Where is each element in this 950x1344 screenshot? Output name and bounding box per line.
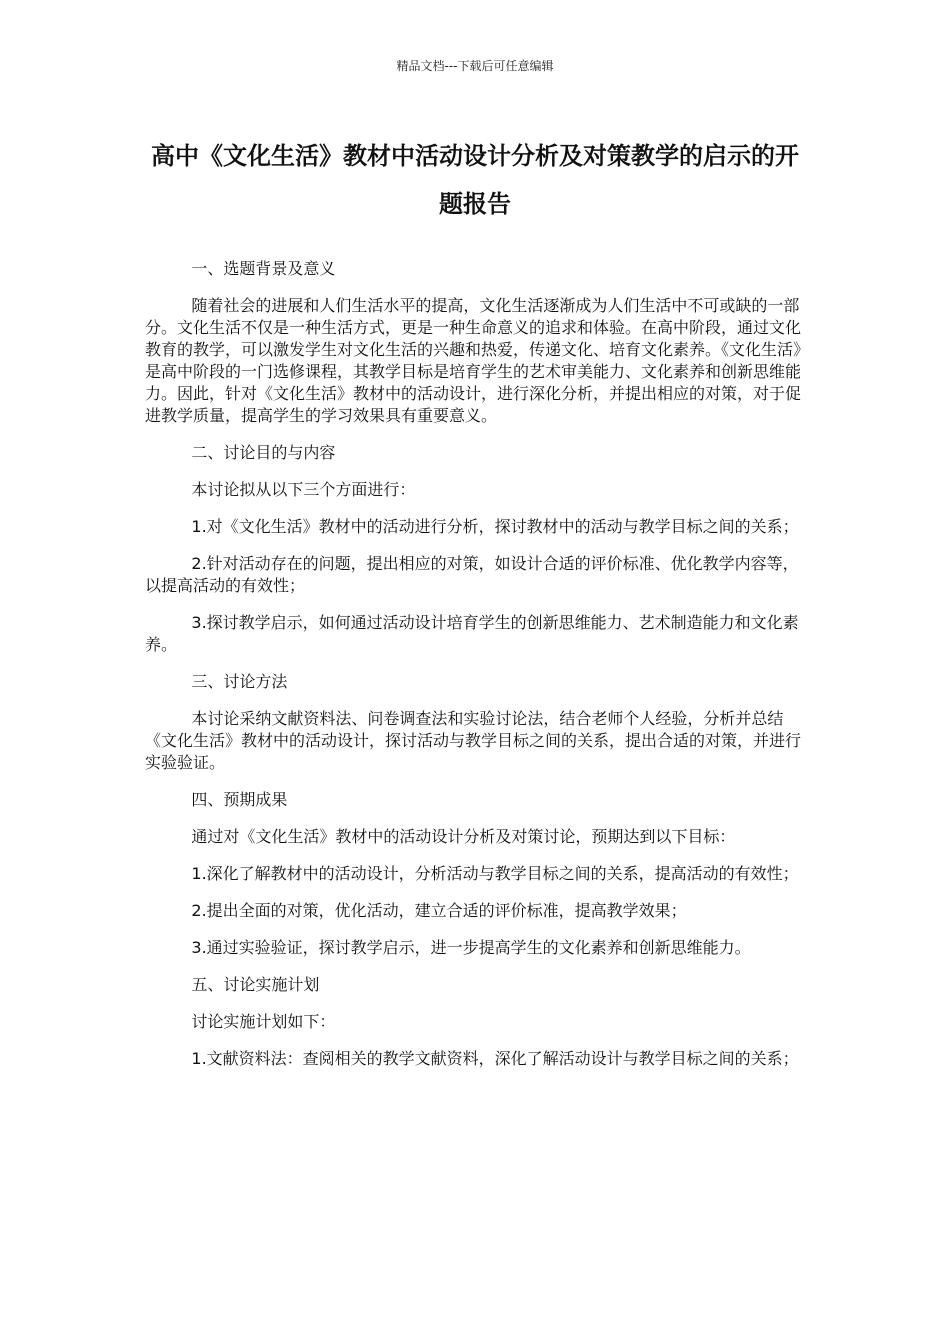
body-paragraph: 随着社会的进展和人们生活水平的提高，文化生活逐渐成为人们生活中不可或缺的一部分。文化生活不仅是一种生活方式，更是一种生命意义的追求和体验。在高中阶段，通过文化教育的教学，可以激发学生对文化生活的兴趣和热爱，传递文化、培育文化素养。《文化生活》是高中阶段的一门选修课程，其教学目标是培育学生的艺术审美能力、文化素养和创新思维能力。因此，针对《文化生活》教材中的活动设计，进行深化分析，并提出相应的对策，对于促进教学质量，提高学生的学习效果具有重要意义。	[145, 296, 802, 425]
section-heading: 三、讨论方法	[191, 672, 288, 691]
body-paragraph: 讨论实施计划如下：	[191, 1012, 336, 1031]
document-body	[145, 258, 805, 1085]
list-item: 1.对《文化生活》教材中的活动进行分析，探讨教材中的活动与教学目标之间的关系；	[191, 517, 799, 536]
body-paragraph: 本讨论采纳文献资料法、问卷调查法和实验讨论法，结合老师个人经验，分析并总结《文化生活》教材中的活动设计，探讨活动与教学目标之间的关系，提出合适的对策，并进行实验验证。	[145, 709, 802, 772]
list-item: 2.针对活动存在的问题，提出相应的对策，如设计合适的评价标准、优化教学内容等，以提高活动的有效性；	[145, 554, 799, 595]
list-item: 3.探讨教学启示，如何通过活动设计培育学生的创新思维能力、艺术制造能力和文化素养。	[145, 613, 799, 654]
section-heading: 五、讨论实施计划	[191, 975, 320, 994]
list-item: 3.通过实验验证，探讨教学启示，进一步提高学生的文化素养和创新思维能力。	[191, 938, 751, 957]
list-item: 1.深化了解教材中的活动设计，分析活动与教学目标之间的关系，提高活动的有效性；	[191, 864, 799, 883]
body-paragraph: 通过对《文化生活》教材中的活动设计分析及对策讨论，预期达到以下目标：	[191, 827, 736, 846]
section-heading: 一、选题背景及意义	[191, 259, 336, 278]
list-item: 2.提出全面的对策，优化活动，建立合适的评价标准，提高教学效果；	[191, 901, 687, 920]
document-title: 高中《文化生活》教材中活动设计分析及对策教学的启示的开题报告	[151, 142, 799, 218]
section-heading: 四、预期成果	[191, 790, 288, 809]
page-header: 精品文档---下载后可任意编辑	[396, 59, 554, 73]
body-paragraph: 本讨论拟从以下三个方面进行：	[191, 480, 416, 499]
section-heading: 二、讨论目的与内容	[191, 443, 336, 462]
list-item: 1.文献资料法：查阅相关的教学文献资料，深化了解活动设计与教学目标之间的关系；	[191, 1049, 799, 1068]
